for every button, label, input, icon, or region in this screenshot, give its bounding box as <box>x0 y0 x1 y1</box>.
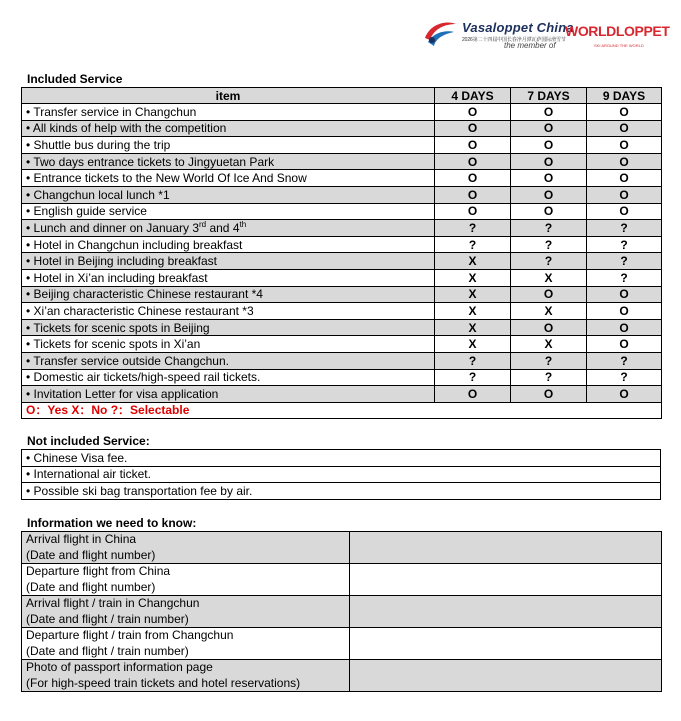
mark-4-days: X <box>435 319 511 336</box>
item-cell <box>22 220 435 237</box>
legend-text: O：Yes X：No ?：Selectable <box>22 402 662 419</box>
item-cell: • Shuttle bus during the trip <box>22 137 435 154</box>
info-label <box>22 660 350 692</box>
mark-4-days: X <box>435 286 511 303</box>
mark-9-days: O <box>587 336 662 353</box>
mark-9-days: O <box>587 203 662 220</box>
info-label-main: Departure flight from China <box>26 564 171 578</box>
mark-7-days: ? <box>511 236 587 253</box>
table-row <box>22 137 662 154</box>
mark-7-days: O <box>511 120 587 137</box>
item-cell: • Two days entrance tickets to Jingyuetan Park <box>22 153 435 170</box>
ordinal-suffix: th <box>239 219 247 229</box>
mark-7-days: O <box>511 137 587 154</box>
item-cell: • Changchun local lunch *1 <box>22 186 435 203</box>
table-row <box>22 336 662 353</box>
table-row <box>22 236 662 253</box>
mark-9-days: O <box>587 137 662 154</box>
mark-4-days: X <box>435 303 511 320</box>
table-row <box>22 369 662 386</box>
vasaloppet-brand: Vasaloppet China <box>462 20 574 35</box>
table-row <box>22 120 662 137</box>
worldloppet-tagline: SKI AROUND THE WORLD <box>594 43 644 48</box>
info-value-field[interactable] <box>350 564 662 596</box>
item-cell: • Entrance tickets to the New World Of Ice And Snow <box>22 170 435 187</box>
table-row <box>22 153 662 170</box>
mark-7-days: ? <box>511 352 587 369</box>
mark-4-days: ? <box>435 369 511 386</box>
not-included-service-title: Not included Service: <box>27 434 150 448</box>
not-included-item: • Possible ski bag transportation fee by air. <box>22 483 661 500</box>
table-row <box>22 170 662 187</box>
mark-9-days: ? <box>587 253 662 270</box>
table-header-row <box>22 88 662 104</box>
mark-7-days: O <box>511 153 587 170</box>
table-row <box>22 269 662 286</box>
info-label-detail: (Date and flight / train number) <box>26 611 189 626</box>
mark-9-days: O <box>587 153 662 170</box>
table-row <box>22 483 661 500</box>
item-cell: • Transfer service outside Changchun. <box>22 352 435 369</box>
header-logos <box>422 16 670 52</box>
included-service-title: Included Service <box>27 72 123 86</box>
info-value-field[interactable] <box>350 660 662 692</box>
information-needed-table <box>21 531 662 692</box>
mark-4-days: O <box>435 153 511 170</box>
info-label <box>22 628 350 660</box>
not-included-item: • International air ticket. <box>22 466 661 483</box>
table-row <box>22 303 662 320</box>
not-included-service-table <box>21 449 661 500</box>
mark-9-days: O <box>587 303 662 320</box>
member-of-text: the member of <box>504 41 556 50</box>
info-label-detail: (For high-speed train tickets and hotel reservations) <box>26 675 301 690</box>
info-label-main: Departure flight / train from Changchun <box>26 628 234 642</box>
mark-4-days: O <box>435 137 511 154</box>
table-row <box>22 286 662 303</box>
mark-7-days: ? <box>511 253 587 270</box>
info-label-main: Arrival flight / train in Changchun <box>26 596 200 610</box>
info-label-detail: (Date and flight / train number) <box>26 643 189 658</box>
item-cell: • Hotel in Changchun including breakfast <box>22 236 435 253</box>
table-row <box>22 186 662 203</box>
mark-7-days: X <box>511 336 587 353</box>
vasaloppet-logo-icon <box>422 18 458 48</box>
item-cell: • Beijing characteristic Chinese restaurant *4 <box>22 286 435 303</box>
item-cell: • Tickets for scenic spots in Beijing <box>22 319 435 336</box>
table-row <box>22 220 662 237</box>
mark-4-days: O <box>435 186 511 203</box>
mark-9-days: ? <box>587 269 662 286</box>
mark-4-days: O <box>435 104 511 121</box>
mark-9-days: ? <box>587 352 662 369</box>
table-row <box>22 596 662 628</box>
table-row <box>22 660 662 692</box>
mark-7-days: O <box>511 104 587 121</box>
mark-4-days: ? <box>435 236 511 253</box>
legend-row <box>22 402 662 419</box>
worldloppet-logo: WORLDLOPPET <box>565 23 670 39</box>
mark-4-days: O <box>435 170 511 187</box>
column-header-4-days: 4 DAYS <box>435 88 511 104</box>
ordinal-suffix: rd <box>199 219 207 229</box>
mark-9-days: O <box>587 286 662 303</box>
info-label-main: Arrival flight in China <box>26 532 137 546</box>
table-row <box>22 104 662 121</box>
column-header-7-days: 7 DAYS <box>511 88 587 104</box>
mark-4-days: O <box>435 120 511 137</box>
mark-4-days: ? <box>435 220 511 237</box>
mark-9-days: O <box>587 120 662 137</box>
table-row <box>22 564 662 596</box>
mark-7-days: O <box>511 286 587 303</box>
info-value-field[interactable] <box>350 596 662 628</box>
not-included-item: • Chinese Visa fee. <box>22 450 661 467</box>
table-row <box>22 253 662 270</box>
mark-9-days: O <box>587 319 662 336</box>
table-row <box>22 466 661 483</box>
info-label-detail: (Date and flight number) <box>26 547 156 562</box>
mark-7-days: O <box>511 203 587 220</box>
mark-9-days: O <box>587 186 662 203</box>
info-label <box>22 564 350 596</box>
mark-4-days: X <box>435 253 511 270</box>
mark-7-days: ? <box>511 220 587 237</box>
mark-7-days: X <box>511 269 587 286</box>
column-header-item: item <box>22 88 435 104</box>
vasaloppet-subtitle: 2026第二十四届中国长春净月潭瓦萨国际滑雪节 <box>462 37 566 43</box>
info-label <box>22 532 350 564</box>
item-text: • Lunch and dinner on January 3 <box>26 220 199 235</box>
mark-4-days: X <box>435 336 511 353</box>
item-cell: • Domestic air tickets/high-speed rail tickets. <box>22 369 435 386</box>
info-label-detail: (Date and flight number) <box>26 579 156 594</box>
table-row <box>22 450 661 467</box>
mark-4-days: X <box>435 269 511 286</box>
table-row <box>22 203 662 220</box>
item-cell: • All kinds of help with the competition <box>22 120 435 137</box>
mark-9-days: ? <box>587 236 662 253</box>
mark-7-days: O <box>511 386 587 403</box>
item-cell: • English guide service <box>22 203 435 220</box>
mark-4-days: O <box>435 203 511 220</box>
item-cell: • Invitation Letter for visa application <box>22 386 435 403</box>
mark-4-days: ? <box>435 352 511 369</box>
item-cell: • Hotel in Beijing including breakfast <box>22 253 435 270</box>
info-value-field[interactable] <box>350 532 662 564</box>
mark-7-days: O <box>511 186 587 203</box>
table-row <box>22 319 662 336</box>
mark-9-days: ? <box>587 220 662 237</box>
item-cell: • Xi’an characteristic Chinese restaurant *3 <box>22 303 435 320</box>
mark-9-days: O <box>587 104 662 121</box>
item-cell: • Transfer service in Changchun <box>22 104 435 121</box>
table-row <box>22 532 662 564</box>
info-label <box>22 596 350 628</box>
item-text: and 4 <box>206 220 240 235</box>
mark-7-days: ? <box>511 369 587 386</box>
mark-7-days: O <box>511 319 587 336</box>
table-row <box>22 628 662 660</box>
included-service-table <box>21 87 662 419</box>
mark-7-days: X <box>511 303 587 320</box>
info-value-field[interactable] <box>350 628 662 660</box>
item-cell: • Tickets for scenic spots in Xi’an <box>22 336 435 353</box>
column-header-9-days: 9 DAYS <box>587 88 662 104</box>
item-cell: • Hotel in Xi’an including breakfast <box>22 269 435 286</box>
table-row <box>22 352 662 369</box>
mark-9-days: O <box>587 170 662 187</box>
mark-9-days: ? <box>587 369 662 386</box>
information-needed-title: Information we need to know: <box>27 516 197 530</box>
info-label-main: Photo of passport information page <box>26 660 213 674</box>
mark-4-days: O <box>435 386 511 403</box>
table-row <box>22 386 662 403</box>
mark-7-days: O <box>511 170 587 187</box>
mark-9-days: O <box>587 386 662 403</box>
